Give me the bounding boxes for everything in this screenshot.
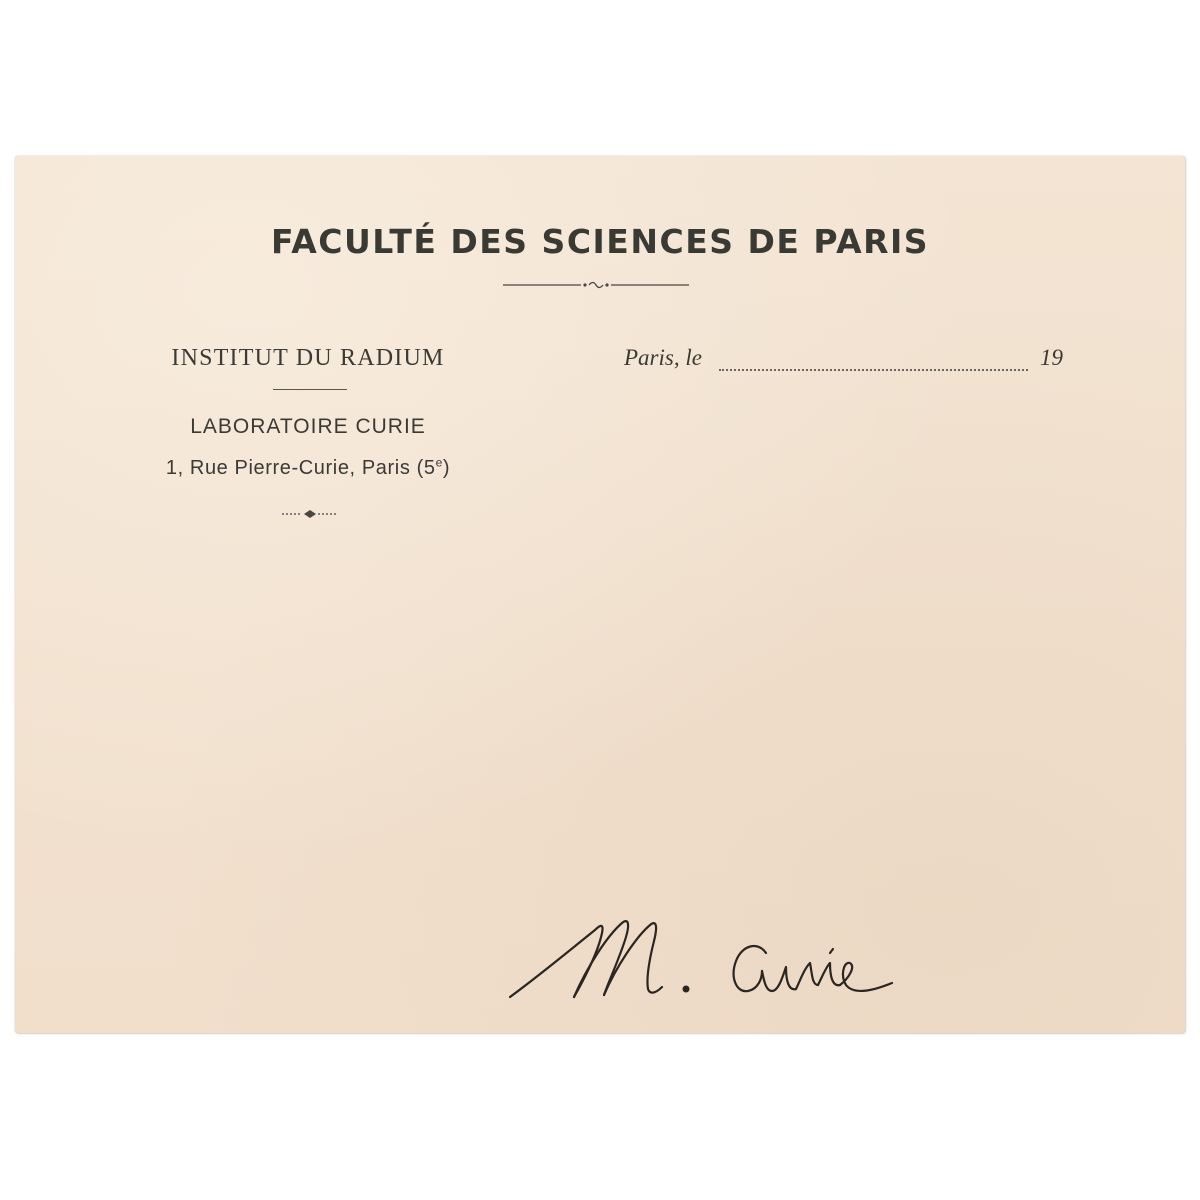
date-fill-line <box>719 367 1028 371</box>
institute-name: INSTITUT DU RADIUM <box>171 345 445 371</box>
small-ornament-icon <box>282 508 338 520</box>
faculty-title: FACULTÉ DES SCIENCES DE PARIS <box>270 222 930 261</box>
address-superscript: e <box>435 455 443 470</box>
divider-rule <box>273 389 347 390</box>
date-prefix: Paris, le <box>624 345 702 370</box>
address-text: 1, Rue Pierre-Curie, Paris (5 <box>165 457 436 479</box>
ornament-divider-icon <box>503 278 689 292</box>
handwritten-signature-icon <box>500 905 910 1015</box>
date-year-prefix: 19 <box>1040 345 1063 370</box>
laboratory-name: LABORATOIRE CURIE <box>190 415 426 438</box>
laboratory-address <box>108 457 508 480</box>
date-line <box>624 343 1074 377</box>
address-close: ) <box>442 457 451 479</box>
